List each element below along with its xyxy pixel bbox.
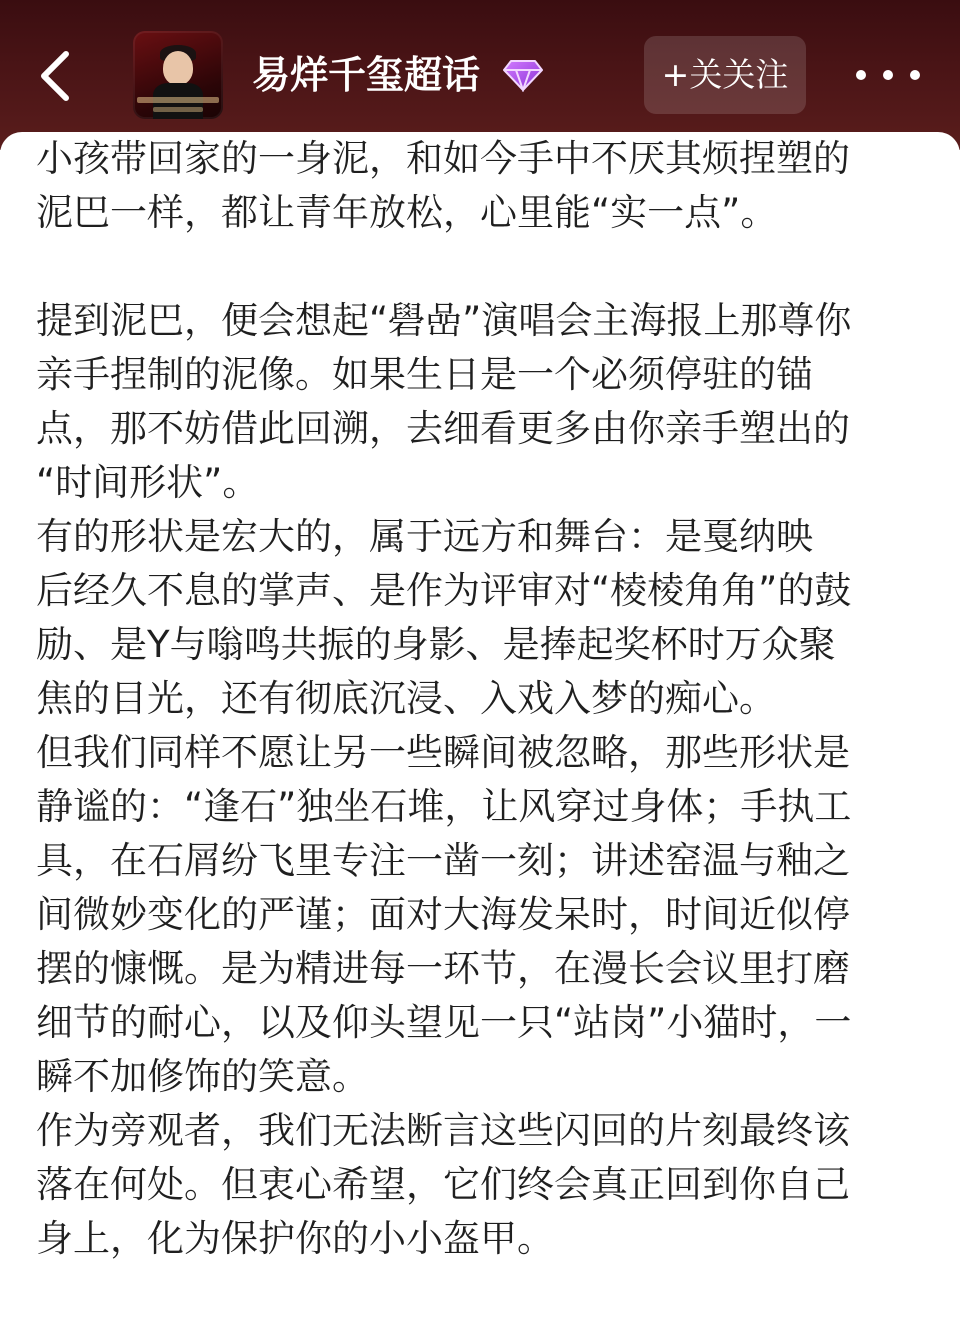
text-line: 瞬不加修饰的笑意。 <box>36 1055 369 1098</box>
text-line: 但我们同样不愿让另一些瞬间被忽略，那些形状是 <box>36 731 850 774</box>
text-line: 摆的慷慨。是为精进每一环节，在漫长会议里打磨 <box>36 947 850 990</box>
topic-header <box>0 0 960 150</box>
dot <box>856 70 866 80</box>
topic-title[interactable]: 易烊千玺超话 <box>252 53 481 97</box>
text-line: 亲手捏制的泥像。如果生日是一个必须停驻的锚 <box>36 353 813 396</box>
text-line: 落在何处。但衷心希望，它们终会真正回到你自己 <box>36 1163 850 1206</box>
text-line: 作为旁观者，我们无法断言这些闪回的片刻最终该 <box>36 1109 850 1152</box>
text-line: 静谧的：“逢石”独坐石堆，让风穿过身体；手执工 <box>36 785 852 828</box>
text-line: 焦的目光，还有彻底沉浸、入戏入梦的痴心。 <box>36 677 776 720</box>
post-card <box>0 132 960 1320</box>
avatar-face <box>163 51 193 85</box>
avatar-caption-line <box>153 107 203 112</box>
text-line: 间微妙变化的严谨；面对大海发呆时，时间近似停 <box>36 893 850 936</box>
text-line: 后经久不息的掌声、是作为评审对“棱棱角角”的鼓 <box>36 569 852 612</box>
follow-button[interactable]: +关关注 <box>644 36 806 114</box>
back-button[interactable] <box>30 48 80 104</box>
avatar-caption-line <box>137 97 219 103</box>
text-line: 小孩带回家的一身泥，和如今手中不厌其烦捏塑的 <box>36 137 850 180</box>
chevron-left-icon <box>38 50 72 102</box>
text-line: 提到泥巴，便会想起“礐嵒”演唱会主海报上那尊你 <box>36 299 852 342</box>
diamond-badge-icon <box>502 58 544 92</box>
article-paragraph-2 <box>36 294 926 1266</box>
text-line: 励、是Y与嗡鸣共振的身影、是捧起奖杯时万众聚 <box>36 623 836 666</box>
topic-avatar[interactable] <box>133 31 223 119</box>
more-dots-icon[interactable] <box>856 58 920 92</box>
text-line: 具，在石屑纷飞里专注一凿一刻；讲述窑温与釉之 <box>36 839 850 882</box>
text-line: 泥巴一样，都让青年放松，心里能“实一点”。 <box>36 191 778 234</box>
text-line: 点，那不妨借此回溯，去细看更多由你亲手塑出的 <box>36 407 850 450</box>
dot <box>883 70 893 80</box>
text-line: 细节的耐心，以及仰头望见一只“站岗”小猫时，一 <box>36 1001 852 1044</box>
text-line: 身上，化为保护你的小小盔甲。 <box>36 1217 554 1260</box>
text-line: “时间形状”。 <box>36 461 260 504</box>
text-line: 有的形状是宏大的，属于远方和舞台：是戛纳映 <box>36 515 813 558</box>
dot <box>910 70 920 80</box>
article-paragraph-1 <box>36 132 926 240</box>
